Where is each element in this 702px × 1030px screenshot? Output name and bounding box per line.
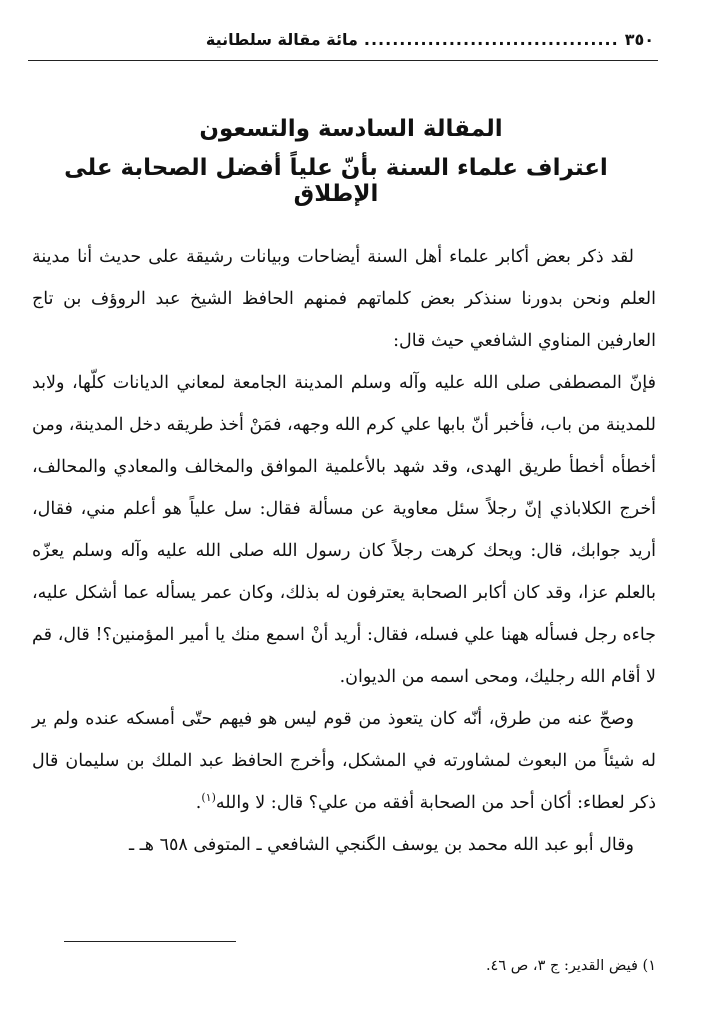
header-dot-leader: ....................................	[363, 30, 619, 49]
article-body	[32, 236, 656, 866]
book-title: مائة مقالة سلطانية	[205, 30, 358, 49]
body-paragraph	[32, 698, 656, 824]
footnote: ١) فيض القدير: ج ٣، ص ٤٦.	[485, 958, 656, 974]
header-rule	[28, 60, 658, 61]
running-header	[28, 30, 654, 49]
body-paragraph: لقد ذكر بعض أكابر علماء أهل السنة أيضاحات وبيانات رشيقة على حديث أنا مدينة العلم ونحن بدورنا سنذكر بعض كلماتهم فمنهم الحافظ الشيخ عبد الروؤف بن تاج العارفين المناوي الشافعي حيث قال:	[32, 247, 656, 351]
page-number: ٣٥٠	[624, 30, 654, 49]
article-title: المقالة السادسة والتسعون	[199, 116, 503, 142]
footnote-separator	[64, 941, 236, 942]
article-subtitle: اعتراف علماء السنة بأنّ علياً أفضل الصحابة على الإطلاق	[64, 155, 608, 207]
footnote-reference: (١)	[201, 791, 216, 805]
paragraph-end: .	[195, 793, 202, 813]
body-paragraph-quote: فإنّ المصطفى صلى الله عليه وآله وسلم المدينة الجامعة لمعاني الديانات كلّها، ولابد للمدينة من باب، فأخبر أنّ بابها علي كرم الله وجهه، فمَنْ أخذ طريقه دخل المدينة، ومن أخطأه أخطأ طريق الهدى، وقد شهد بالأعلمية الموافق والمخالف والمعادي والمحالف، أخرج الكلاباذي إنّ رجلاً سئل معاوية عن مسألة فقال: سل علياً هو أعلم مني، فقال، أريد جوابك، قال: ويحك كرهت رجلاً كان رسول الله صلى الله عليه وآله وسلم يعزّه بالعلم عزا، وقد كان أكابر الصحابة يعترفون له بذلك، وكان عمر يسأله عما أشكل عليه، جاءه رجل فسأله ههنا علي فسله، فقال: أريد أنْ اسمع منك يا أمير المؤمنين؟! قال، قم لا أقام الله رجليك، ومحى اسمه من الديوان.	[32, 373, 656, 687]
paragraph-text: وصحّ عنه من طرق، أنّه كان يتعوذ من قوم ليس هو فيهم حتّى أمسكه عنده ولم ير له شيئاً من البعوث لمشاورته في المشكل، وأخرج الحافظ عبد الملك بن سليمان قال ذكر لعطاء: أكان أحد من الصحابة أفقه من علي؟ قال: لا والله	[32, 709, 656, 813]
body-paragraph: وقال أبو عبد الله محمد بن يوسف الگنجي الشافعي ـ المتوفى ٦٥٨ هـ ـ	[128, 835, 634, 855]
